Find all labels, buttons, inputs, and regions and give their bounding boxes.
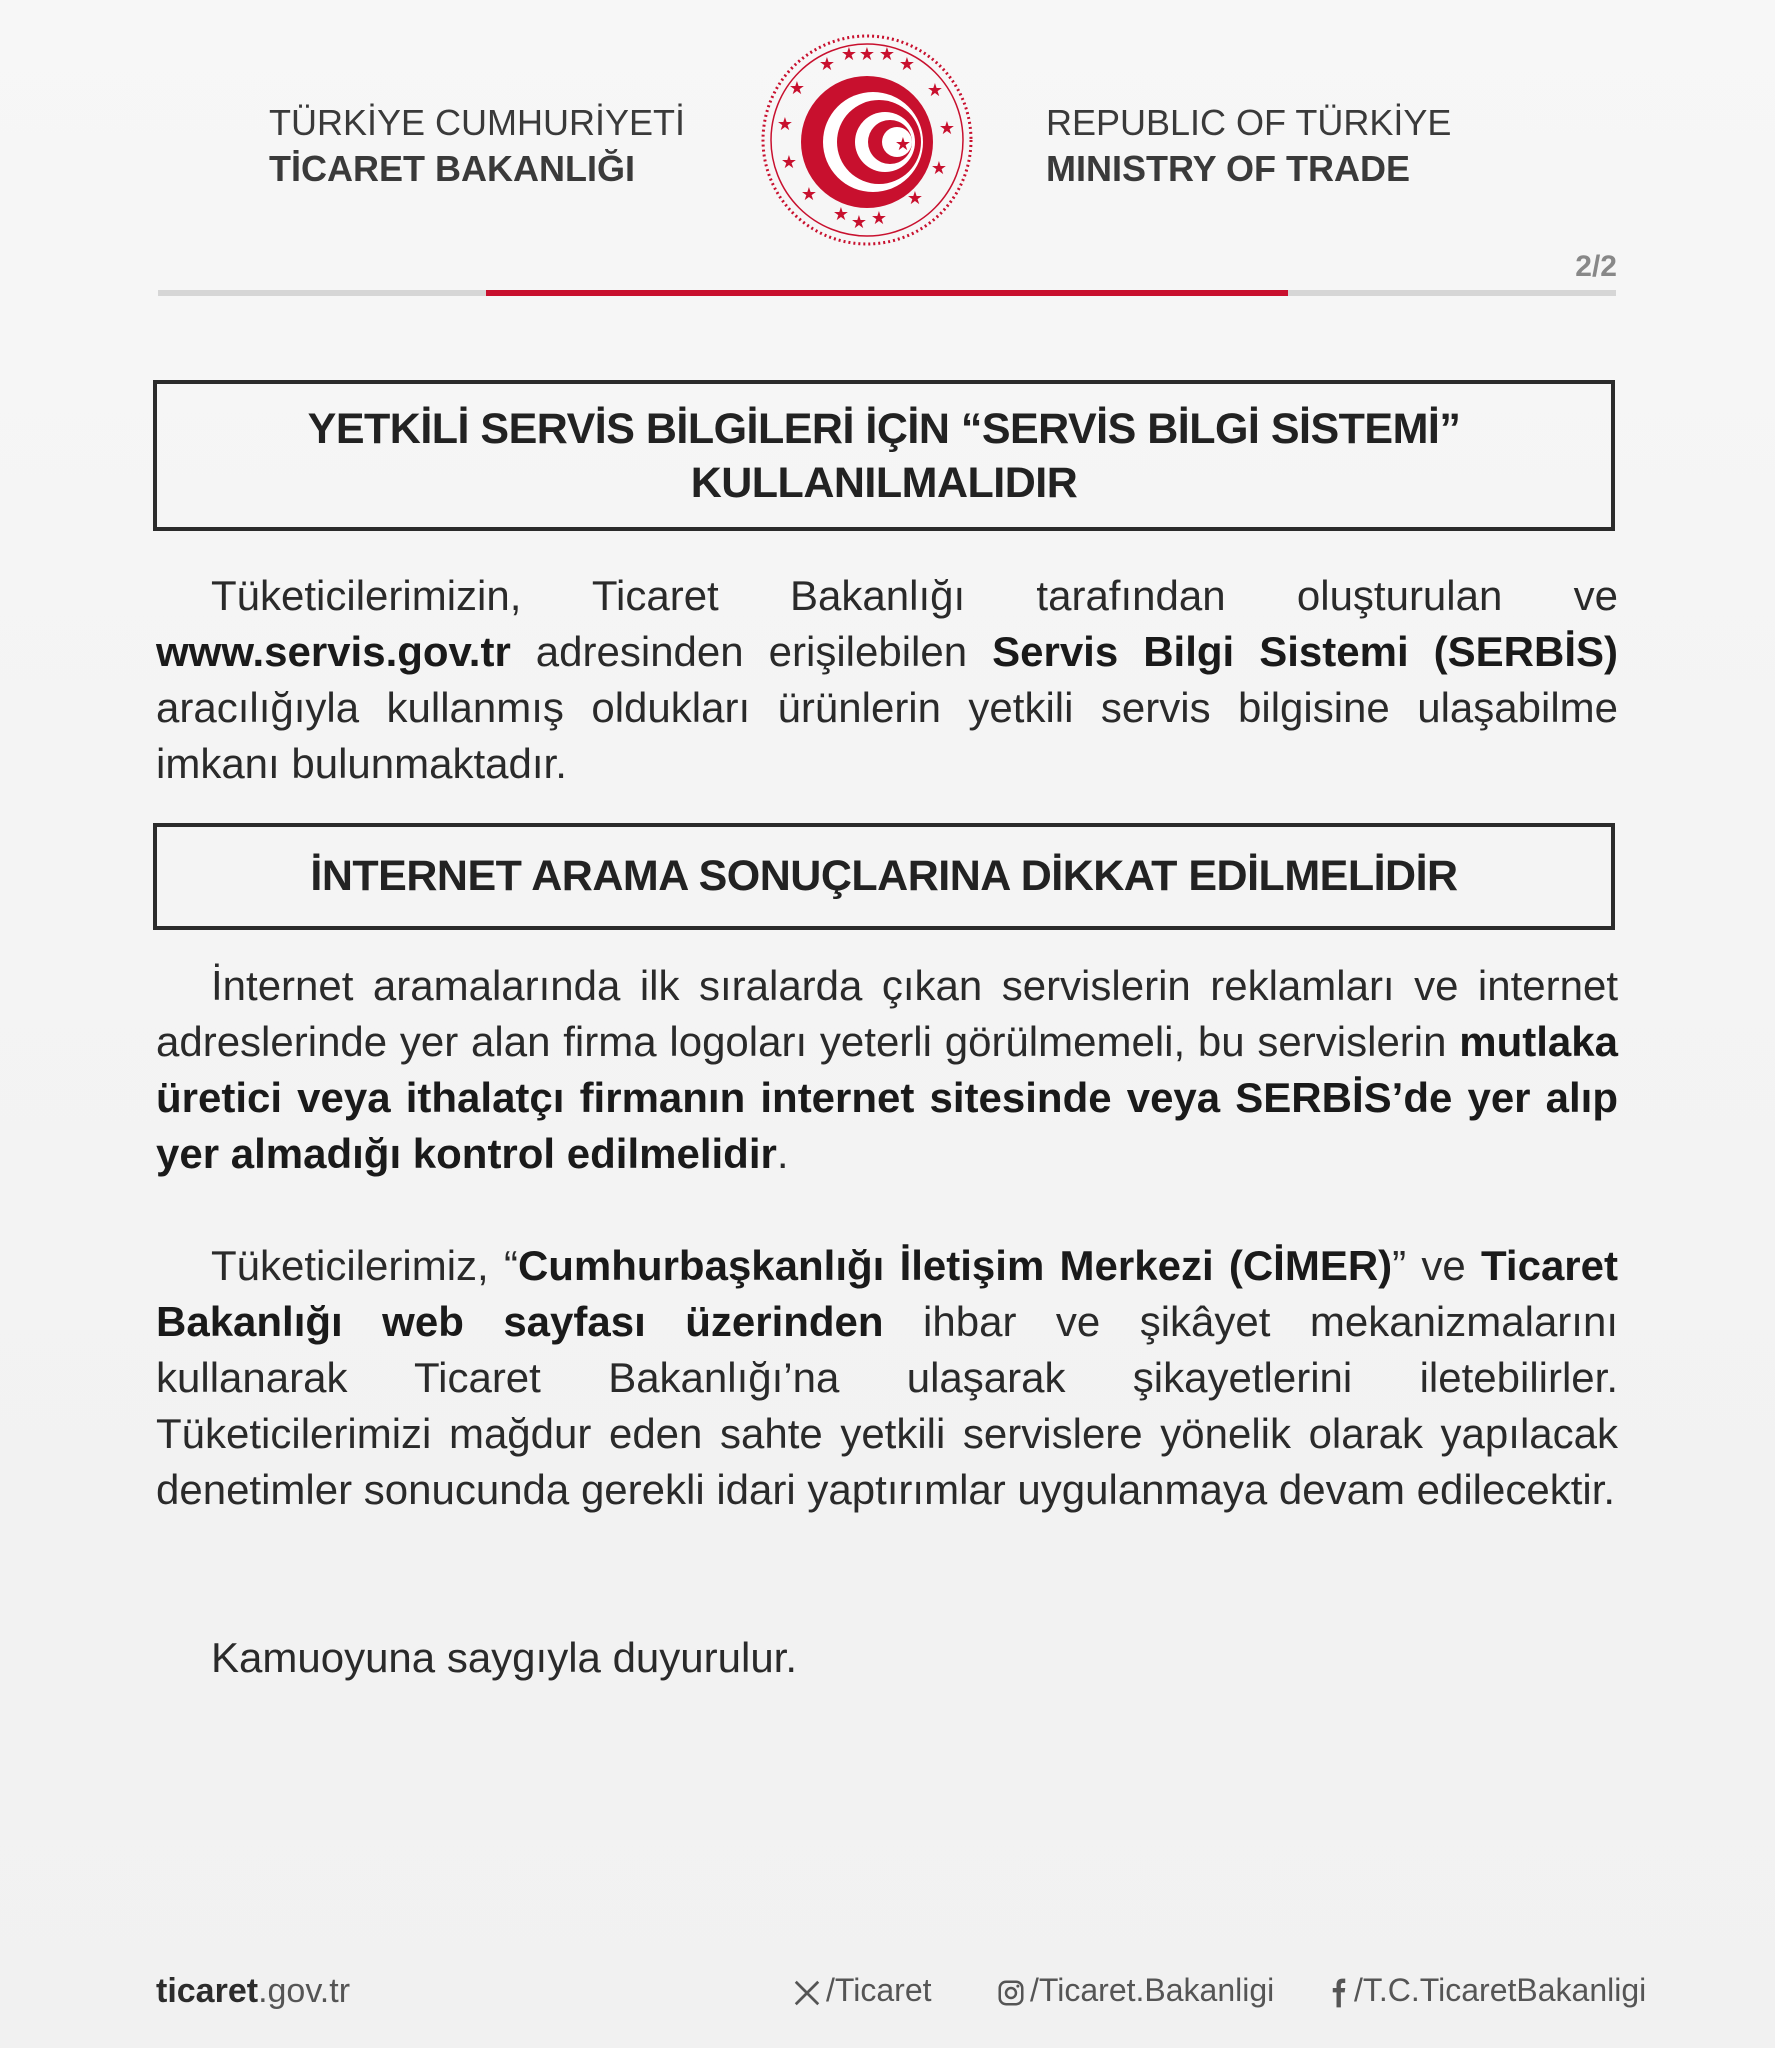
header-right-title — [1046, 100, 1451, 192]
footer-website[interactable] — [156, 1972, 350, 2011]
cimer-name: Cumhurbaşkanlığı İletişim Merkezi (CİMER) — [517, 1242, 1393, 1289]
svg-text:★: ★ — [788, 78, 806, 99]
emphasis: mutlaka üretici veya ithalatçı firmanın internet sitesinde veya SERBİS’de yer alıp yer almadığı kontrol edilmelidir — [156, 1018, 1618, 1177]
svg-text:★: ★ — [850, 212, 868, 233]
svg-text:★: ★ — [776, 114, 794, 135]
section3-paragraph — [156, 1238, 1618, 1518]
section1-title-line2: KULLANILMALIDIR — [690, 459, 1078, 507]
svg-text:★: ★ — [926, 80, 944, 101]
header-right-line2: MINISTRY OF TRADE — [1046, 148, 1411, 189]
ig-handle: /Ticaret.Bakanligi — [1030, 1972, 1275, 2008]
servis-url: www.servis.gov.tr — [156, 628, 511, 675]
footer-x-link[interactable] — [792, 1972, 932, 2009]
text: Tüketicilerimizin, Ticaret Bakanlığı tarafından oluşturulan ve — [211, 572, 1618, 619]
text: ihbar ve şikâyet mekanizmalarını kullanarak Ticaret Bakanlığı’na ulaşarak şikayetlerini iletebilirler. Tüketicilerimizi mağdur eden sahte yetkili servislere yönelik olarak yapılacak denetimler sonucunda gerekli idari yaptırımlar uygulanmaya devam edilecektir. — [156, 1298, 1618, 1513]
closing-line: Kamuoyuna saygıyla duyurulur. — [211, 1634, 798, 1681]
x-handle: /Ticaret — [826, 1972, 932, 2008]
text: ” ve — [1392, 1242, 1482, 1289]
site-name: ticaret — [156, 1972, 259, 2010]
svg-text:★: ★ — [894, 134, 912, 155]
svg-text:★: ★ — [818, 54, 836, 75]
header-right-line1: REPUBLIC OF TÜRKİYE — [1046, 102, 1452, 143]
header-divider-accent — [486, 290, 1288, 296]
section1-heading-box — [153, 380, 1615, 531]
header-left-title — [269, 100, 685, 192]
svg-text:★: ★ — [938, 118, 956, 139]
text: adresinden erişilebilen — [510, 628, 993, 675]
instagram-icon — [996, 1978, 1026, 2008]
text: aracılığıyla kullanmış oldukları ürünlerin yetkili servis bilgisine ulaşabilme imkanı bulunmaktadır. — [156, 684, 1618, 787]
section1-paragraph — [156, 568, 1618, 792]
emphasis: Ticaret Bakanlığı web sayfası üzerinden — [156, 1242, 1618, 1345]
svg-text:★: ★ — [832, 204, 850, 225]
svg-text:★: ★ — [780, 152, 798, 173]
site-domain: .gov.tr — [258, 1972, 351, 2010]
text: Tüketicilerimiz, “ — [211, 1242, 518, 1289]
svg-text:★: ★ — [870, 208, 888, 229]
serbis-name: Servis Bilgi Sistemi (SERBİS) — [992, 628, 1618, 675]
section1-title-line1: YETKİLİ SERVİS BİLGİLERİ İÇİN “SERVİS BİLGİ SİSTEMİ” — [307, 405, 1461, 453]
svg-text:★: ★ — [800, 184, 818, 205]
section2-title: İNTERNET ARAMA SONUÇLARINA DİKKAT EDİLMELİDİR — [310, 852, 1458, 900]
svg-text:★: ★ — [840, 44, 858, 65]
section2-heading-box — [153, 823, 1615, 930]
svg-text:★: ★ — [930, 158, 948, 179]
svg-text:★: ★ — [858, 44, 876, 65]
footer-instagram-link[interactable] — [996, 1972, 1274, 2009]
x-logo-icon — [792, 1978, 822, 2008]
fb-handle: /T.C.TicaretBakanligi — [1354, 1972, 1647, 2008]
section2-paragraph — [156, 958, 1618, 1182]
svg-text:★: ★ — [898, 54, 916, 75]
text: . — [776, 1130, 789, 1177]
facebook-icon — [1328, 1978, 1350, 2008]
header-left-line2: TİCARET BAKANLIĞI — [268, 148, 635, 189]
svg-text:★: ★ — [878, 44, 896, 65]
footer-facebook-link[interactable] — [1328, 1972, 1646, 2009]
page-number: 2/2 — [1575, 250, 1617, 283]
header-left-line1: TÜRKİYE CUMHURİYETİ — [268, 102, 685, 143]
svg-text:★: ★ — [906, 188, 924, 209]
text: İnternet aramalarında ilk sıralarda çıkan servislerin reklamları ve internet adreslerinde yer alan firma logoları yeterli görülmemeli, bu servislerin — [156, 962, 1618, 1065]
ministry-seal-icon — [757, 30, 977, 250]
